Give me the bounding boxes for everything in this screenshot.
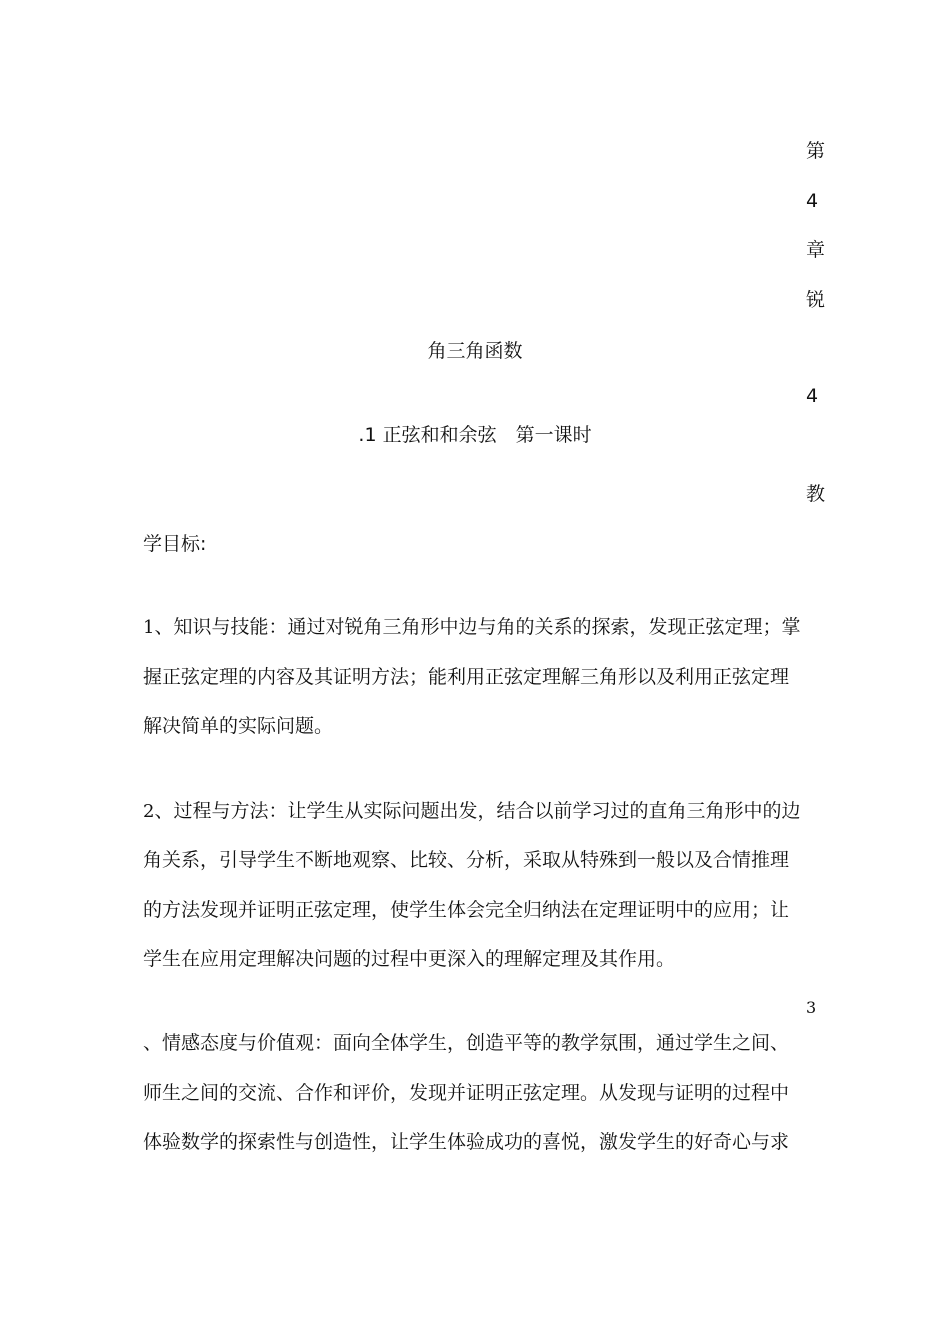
- item-2-line-2: 角关系，引导学生不断地观察、比较、分析，采取从特殊到一般以及合情推理: [143, 849, 790, 871]
- item-2-line-4: 学生在应用定理解决问题的过程中更深入的理解定理及其作用。: [143, 948, 676, 970]
- heading-char-2: 4: [806, 190, 819, 212]
- section-number: 4: [806, 385, 819, 407]
- item-1-text-1: 、知识与技能：通过对锐角三角形中边与角的关系的探索，发现正弦定理；掌: [154, 616, 801, 638]
- item-2-number: 2: [143, 801, 155, 822]
- item-2-text-1: 、过程与方法：让学生从实际问题出发，结合以前学习过的直角三角形中的边: [154, 800, 801, 822]
- item-1-line-2: 握正弦定理的内容及其证明方法；能利用正弦定理解三角形以及利用正弦定理: [143, 666, 790, 688]
- item-3-number: 3: [806, 998, 817, 1017]
- objectives-label: 学目标:: [143, 533, 207, 555]
- item-1-line-1: [143, 615, 800, 640]
- item-3-line-1: 、情感态度与价值观：面向全体学生，创造平等的教学氛围，通过学生之间、: [143, 1032, 790, 1054]
- item-2-line-3: 的方法发现并证明正弦定理，使学生体会完全归纳法在定理证明中的应用；让: [143, 899, 790, 921]
- teach-char: 教: [806, 483, 826, 505]
- heading-char-1: 第: [806, 140, 826, 162]
- lesson-subtitle: .1 正弦和和余弦 第一课时: [358, 424, 592, 446]
- heading-char-3: 章: [806, 239, 826, 261]
- item-3-line-3: 体验数学的探索性与创造性，让学生体验成功的喜悦，激发学生的好奇心与求: [143, 1131, 790, 1153]
- item-1-line-3: 解决简单的实际问题。: [143, 715, 334, 737]
- heading-char-4: 锐: [806, 289, 826, 311]
- item-3-line-2: 师生之间的交流、合作和评价，发现并证明正弦定理。从发现与证明的过程中: [143, 1082, 790, 1104]
- item-1-number: 1: [143, 617, 155, 638]
- item-2-line-1: [143, 799, 800, 824]
- chapter-title: 角三角函数: [427, 340, 523, 362]
